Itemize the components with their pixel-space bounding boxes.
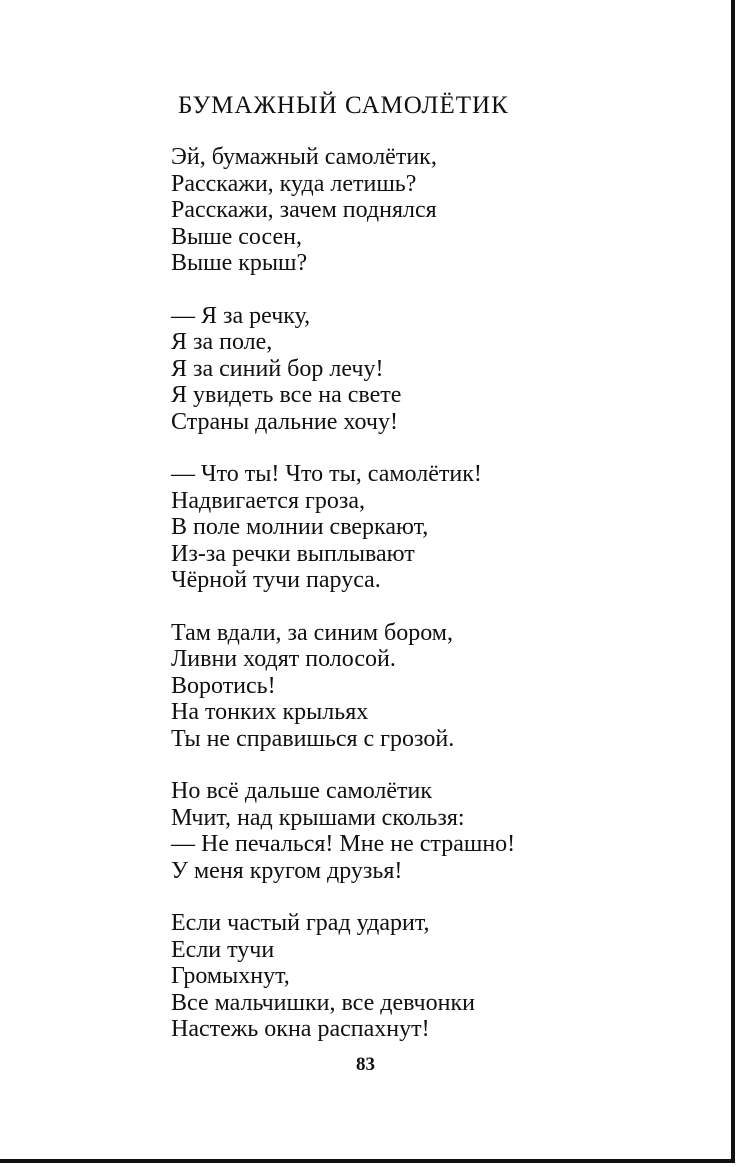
poem-line: Настежь окна распахнут! bbox=[171, 1016, 430, 1042]
poem-line: Ты не справишься с грозой. bbox=[171, 725, 455, 752]
stanza-5 bbox=[171, 778, 631, 884]
poem-line: Выше крыш? bbox=[171, 250, 308, 276]
poem-body bbox=[171, 144, 631, 1069]
poem-line: Надвигается гроза, bbox=[171, 487, 365, 514]
poem-title: БУМАЖНЫЙ САМОЛЁТИК bbox=[178, 92, 509, 119]
stanza-4 bbox=[171, 620, 631, 753]
poem-line: Если частый град ударит, bbox=[171, 910, 430, 936]
poem-line: Я увидеть все на свете bbox=[171, 382, 402, 408]
stanza-3 bbox=[171, 461, 631, 594]
poem-line: Расскажи, куда летишь? bbox=[171, 170, 417, 197]
poem-line: Страны дальние хочу! bbox=[171, 408, 398, 435]
poem-line: Чёрной тучи паруса. bbox=[171, 567, 381, 593]
poem-line: Но всё дальше самолётик bbox=[171, 778, 433, 804]
poem-line: У меня кругом друзья! bbox=[171, 857, 403, 884]
poem-line: — Я за речку, bbox=[171, 302, 311, 329]
poem-line: Расскажи, зачем поднялся bbox=[171, 197, 437, 223]
poem-line: Если тучи bbox=[171, 936, 275, 963]
poem-line: Мчит, над крышами скользя: bbox=[171, 804, 465, 831]
stanza-6 bbox=[171, 910, 631, 1043]
stanza-2 bbox=[171, 303, 631, 436]
poem-line: Там вдали, за синим бором, bbox=[171, 619, 453, 646]
poem-line: Эй, бумажный самолётик, bbox=[171, 144, 437, 170]
page-number: 83 bbox=[356, 1054, 375, 1075]
stanza-1 bbox=[171, 144, 631, 277]
poem-line: Воротись! bbox=[171, 672, 276, 699]
poem-line: Выше сосен, bbox=[171, 223, 302, 250]
poem-line: Все мальчишки, все девчонки bbox=[171, 989, 475, 1016]
poem-line: Я за синий бор лечу! bbox=[171, 355, 384, 382]
poem-line: — Что ты! Что ты, самолётик! bbox=[171, 461, 482, 487]
poem-line: Громыхнут, bbox=[171, 963, 290, 989]
poem-line: На тонких крыльях bbox=[171, 699, 369, 725]
poem-line: Из-за речки выплывают bbox=[171, 540, 415, 567]
poem-line: В поле молнии сверкают, bbox=[171, 514, 429, 540]
poem-line: Я за поле, bbox=[171, 329, 273, 355]
poem-line: Ливни ходят полосой. bbox=[171, 646, 396, 672]
poem-line: — Не печалься! Мне не страшно! bbox=[171, 831, 516, 857]
